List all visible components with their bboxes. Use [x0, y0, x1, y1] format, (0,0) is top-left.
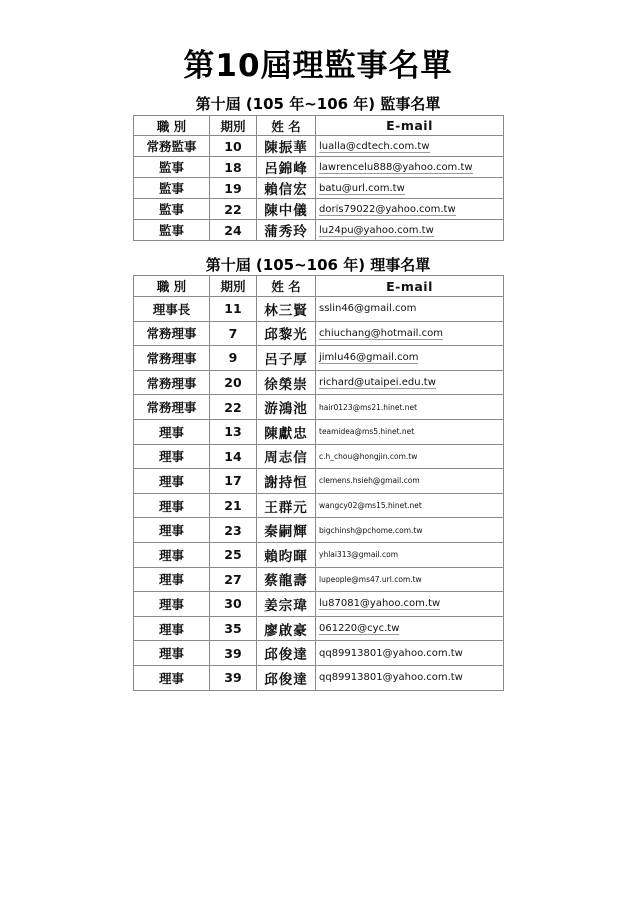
role-cell: 理事 [134, 518, 210, 543]
role-cell: 常務理事 [134, 321, 210, 346]
email-link[interactable]: lu87081@yahoo.com.tw [319, 598, 441, 610]
email-cell [316, 469, 504, 494]
name-cell: 邱俊達 [257, 641, 316, 666]
email-cell [316, 346, 504, 371]
table-row [134, 641, 504, 666]
header-name: 姓 名 [257, 276, 316, 297]
email-cell [316, 395, 504, 420]
name-cell: 姜宗瑋 [257, 592, 316, 617]
term-cell: 25 [210, 542, 257, 567]
role-cell: 理事 [134, 419, 210, 444]
term-cell: 30 [210, 592, 257, 617]
table-row [134, 321, 504, 346]
email-cell [316, 178, 504, 199]
term-cell: 39 [210, 641, 257, 666]
header-email: E-mail [316, 116, 504, 136]
table-row [134, 493, 504, 518]
role-cell: 理事 [134, 567, 210, 592]
term-cell: 11 [210, 297, 257, 322]
header-role: 職 別 [134, 116, 210, 136]
email-link: hair0123@ms21.hinet.net [319, 402, 418, 412]
name-cell: 謝持恒 [257, 469, 316, 494]
role-cell: 理事 [134, 493, 210, 518]
name-cell: 陳中儀 [257, 199, 316, 220]
page-title: 第10屆理監事名單 [183, 48, 453, 84]
role-cell: 理事 [134, 616, 210, 641]
name-cell: 周志信 [257, 444, 316, 469]
email-link[interactable]: lualla@cdtech.com.tw [319, 140, 430, 152]
term-cell: 24 [210, 220, 257, 241]
name-cell: 邱黎光 [257, 321, 316, 346]
email-link: sslin46@gmail.com [319, 303, 417, 315]
email-link: lupeople@ms47.url.com.tw [319, 574, 422, 584]
header-term: 期別 [210, 276, 257, 297]
term-cell: 10 [210, 136, 257, 157]
term-cell: 13 [210, 419, 257, 444]
email-link: qq89913801@yahoo.com.tw [319, 672, 463, 684]
table-row [134, 444, 504, 469]
name-cell: 陳振華 [257, 136, 316, 157]
table-row [134, 220, 504, 241]
term-cell: 17 [210, 469, 257, 494]
email-cell [316, 297, 504, 322]
name-cell: 呂子厚 [257, 346, 316, 371]
term-cell: 7 [210, 321, 257, 346]
role-cell: 理事 [134, 665, 210, 690]
table-row [134, 157, 504, 178]
role-cell: 常務理事 [134, 346, 210, 371]
table-row [134, 297, 504, 322]
email-cell [316, 641, 504, 666]
email-link[interactable]: lawrencelu888@yahoo.com.tw [319, 161, 473, 173]
term-cell: 9 [210, 346, 257, 371]
email-link[interactable]: 061220@cyc.tw [319, 623, 400, 635]
email-cell [316, 616, 504, 641]
table-row [134, 346, 504, 371]
term-cell: 39 [210, 665, 257, 690]
header-name: 姓 名 [257, 116, 316, 136]
table-row [134, 567, 504, 592]
term-cell: 22 [210, 395, 257, 420]
table-row [134, 178, 504, 199]
header-email: E-mail [316, 276, 504, 297]
name-cell: 蒲秀玲 [257, 220, 316, 241]
email-link[interactable]: jimlu46@gmail.com [319, 352, 419, 364]
role-cell: 理事長 [134, 297, 210, 322]
email-link[interactable]: batu@url.com.tw [319, 182, 405, 194]
directors-subtitle: 第十屆 (105~106 年) 理事名單 [205, 256, 431, 274]
email-cell [316, 518, 504, 543]
term-cell: 27 [210, 567, 257, 592]
role-cell: 理事 [134, 542, 210, 567]
supervisors-table-body [134, 136, 504, 241]
term-cell: 18 [210, 157, 257, 178]
email-link: qq89913801@yahoo.com.tw [319, 647, 463, 659]
term-cell: 23 [210, 518, 257, 543]
name-cell: 王群元 [257, 493, 316, 518]
name-cell: 陳獻忠 [257, 419, 316, 444]
term-cell: 19 [210, 178, 257, 199]
role-cell: 理事 [134, 592, 210, 617]
header-term: 期別 [210, 116, 257, 136]
table-header-row [134, 276, 504, 297]
table-row [134, 199, 504, 220]
name-cell: 蔡龍壽 [257, 567, 316, 592]
email-cell [316, 157, 504, 178]
email-cell [316, 665, 504, 690]
name-cell: 林三賢 [257, 297, 316, 322]
name-cell: 邱俊達 [257, 665, 316, 690]
role-cell: 監事 [134, 178, 210, 199]
email-cell [316, 199, 504, 220]
supervisors-table [133, 115, 504, 241]
role-cell: 監事 [134, 199, 210, 220]
email-link: bigchinsh@pchome.com.tw [319, 525, 423, 535]
email-link[interactable]: richard@utaipei.edu.tw [319, 377, 436, 389]
email-cell [316, 321, 504, 346]
name-cell: 徐榮崇 [257, 370, 316, 395]
role-cell: 理事 [134, 641, 210, 666]
table-row [134, 370, 504, 395]
header-role: 職 別 [134, 276, 210, 297]
email-link: yhlai313@gmail.com [319, 550, 399, 560]
role-cell: 常務監事 [134, 136, 210, 157]
table-row [134, 616, 504, 641]
term-cell: 22 [210, 199, 257, 220]
name-cell: 游鴻池 [257, 395, 316, 420]
table-row [134, 542, 504, 567]
table-row [134, 136, 504, 157]
table-row [134, 518, 504, 543]
email-cell [316, 136, 504, 157]
term-cell: 14 [210, 444, 257, 469]
email-cell [316, 542, 504, 567]
term-cell: 35 [210, 616, 257, 641]
role-cell: 常務理事 [134, 370, 210, 395]
email-link: clemens.hsieh@gmail.com [319, 476, 420, 486]
table-row [134, 665, 504, 690]
email-link[interactable]: lu24pu@yahoo.com.tw [319, 224, 434, 236]
email-cell [316, 493, 504, 518]
name-cell: 廖啟豪 [257, 616, 316, 641]
term-cell: 21 [210, 493, 257, 518]
role-cell: 理事 [134, 444, 210, 469]
email-cell [316, 370, 504, 395]
table-row [134, 592, 504, 617]
supervisors-subtitle: 第十屆 (105 年~106 年) 監事名單 [195, 95, 441, 113]
name-cell: 秦嗣輝 [257, 518, 316, 543]
email-cell [316, 220, 504, 241]
table-row [134, 395, 504, 420]
role-cell: 監事 [134, 157, 210, 178]
table-row [134, 419, 504, 444]
role-cell: 理事 [134, 469, 210, 494]
email-cell [316, 592, 504, 617]
term-cell: 20 [210, 370, 257, 395]
table-row [134, 469, 504, 494]
email-cell [316, 444, 504, 469]
email-link: wangcy02@ms15.hinet.net [319, 501, 422, 511]
directors-table-body [134, 297, 504, 691]
name-cell: 呂錦峰 [257, 157, 316, 178]
directors-table [133, 275, 504, 691]
email-link: teamidea@ms5.hinet.net [319, 427, 415, 437]
role-cell: 監事 [134, 220, 210, 241]
email-cell [316, 419, 504, 444]
email-link: c.h_chou@hongjin.com.tw [319, 451, 418, 461]
table-header-row [134, 116, 504, 136]
role-cell: 常務理事 [134, 395, 210, 420]
name-cell: 賴昀暉 [257, 542, 316, 567]
email-link[interactable]: chiuchang@hotmail.com [319, 327, 443, 339]
email-link[interactable]: doris79022@yahoo.com.tw [319, 203, 456, 215]
email-cell [316, 567, 504, 592]
name-cell: 賴信宏 [257, 178, 316, 199]
